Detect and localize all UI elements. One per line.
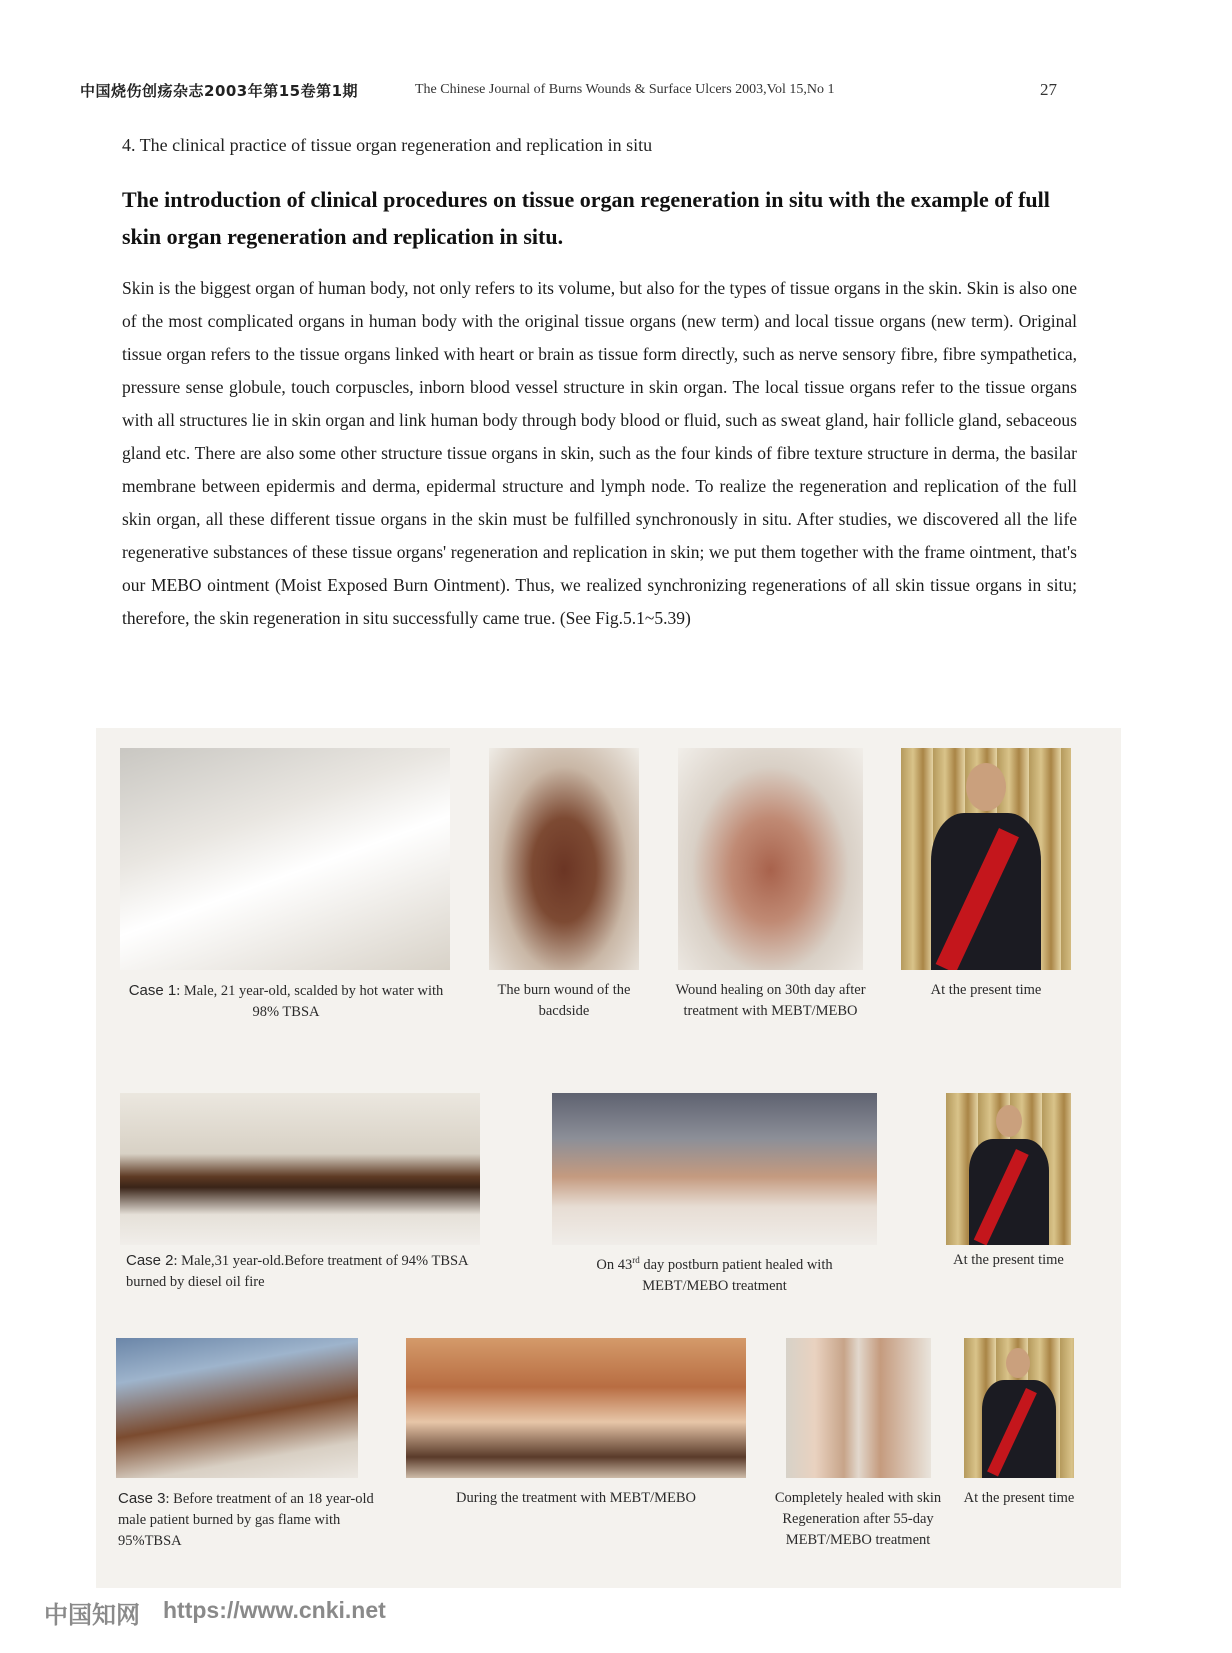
case3-photo-before	[116, 1338, 358, 1478]
case1-photo-back	[489, 748, 639, 970]
case2-photo-before	[120, 1093, 480, 1245]
portrait-figure	[976, 1344, 1062, 1478]
cnki-url[interactable]: https://www.cnki.net	[163, 1597, 386, 1623]
portrait-figure	[961, 1101, 1056, 1245]
case2-caption-1: Case 2: Male,31 year-old.Before treatment of 94% TBSA burned by diesel oil fire	[126, 1252, 468, 1290]
body-paragraph: Skin is the biggest organ of human body, not only refers to its volume, but also for the types of tissue organs in the skin. Skin is also one of the most complicated organs in human body with the original tissue organs (new term) and local tissue organs (new term). Original tissue organ refers to the tissue organs linked with heart or brain as tissue form directly, such as nerve sensory fibre, fibre sympathetica, pressure sense globule, touch corpuscles, inborn blood vessel structure in skin organ. The local tissue organs refer to the tissue organs with all structures lie in skin organ and link human body through body blood or fluid, such as sweat gland, hair follicle gland, sebaceous gland etc. There are also some other structure tissue organs in skin, such as the four kinds of fibre texture structure in derma, the basilar membrane between epidermis and derma, epidermal structure and lymph node. To realize the regeneration and replication of the full skin organ, all these different tissue organs in the skin must be fulfilled synchronously in situ. After studies, we discovered all the life regenerative substances of these tissue organs' regeneration and replication in skin; we put them together with the frame ointment, that's our MEBO ointment (Moist Exposed Burn Ointment). Thus, we realized synchronizing regenerations of all skin tissue organs in situ; therefore, the skin regeneration in situ successfully came true. (See Fig.5.1~5.39)	[122, 278, 1077, 628]
case1-caption-2: The burn wound of the bacdside	[497, 982, 631, 1019]
case1-photo-before	[120, 748, 450, 970]
figure-plate	[96, 728, 1121, 1588]
case1-photo-present	[901, 748, 1071, 970]
case3-caption-3: Completely healed with skin Regeneration after 55-day MEBT/MEBO treatment	[774, 1490, 942, 1548]
journal-header-cn: 中国烧伤创疡杂志2003年第15卷第1期	[80, 82, 359, 100]
case1-caption-1: Case 1: Male, 21 year-old, scalded by hot water with 98% TBSA	[128, 982, 444, 1020]
case3-photo-healed	[786, 1338, 931, 1478]
page-number: 27	[1040, 80, 1057, 99]
case1-caption-3: Wound healing on 30th day after treatment with MEBT/MEBO	[675, 982, 866, 1019]
case2-photo-present	[946, 1093, 1071, 1245]
portrait-figure	[921, 758, 1051, 970]
section-heading: 4. The clinical practice of tissue organ regeneration and replication in situ	[122, 135, 653, 155]
case1-caption-4: At the present time	[930, 982, 1042, 998]
case3-photo-during	[406, 1338, 746, 1478]
article-title: The introduction of clinical procedures on tissue organ regeneration in situ with the example of full skin organ regeneration and replication in situ.	[122, 187, 1050, 249]
case2-caption-3: At the present time	[953, 1252, 1064, 1268]
case3-photo-present	[964, 1338, 1074, 1478]
case2-photo-healed	[552, 1093, 877, 1245]
journal-header-en: The Chinese Journal of Burns Wounds & Surface Ulcers 2003,Vol 15,No 1	[415, 82, 835, 97]
case3-caption-4: At the present time	[963, 1490, 1075, 1506]
cnki-logo-text: 中国知网	[44, 1601, 140, 1629]
case3-caption-1: Case 3: Before treatment of an 18 year-old male patient burned by gas flame with 95%TBSA	[118, 1490, 374, 1549]
case1-photo-healed	[678, 748, 863, 970]
case2-caption-2: On 43rd day postburn patient healed with MEBT/MEBO treatment	[596, 1255, 833, 1294]
case3-caption-2: During the treatment with MEBT/MEBO	[455, 1490, 697, 1506]
